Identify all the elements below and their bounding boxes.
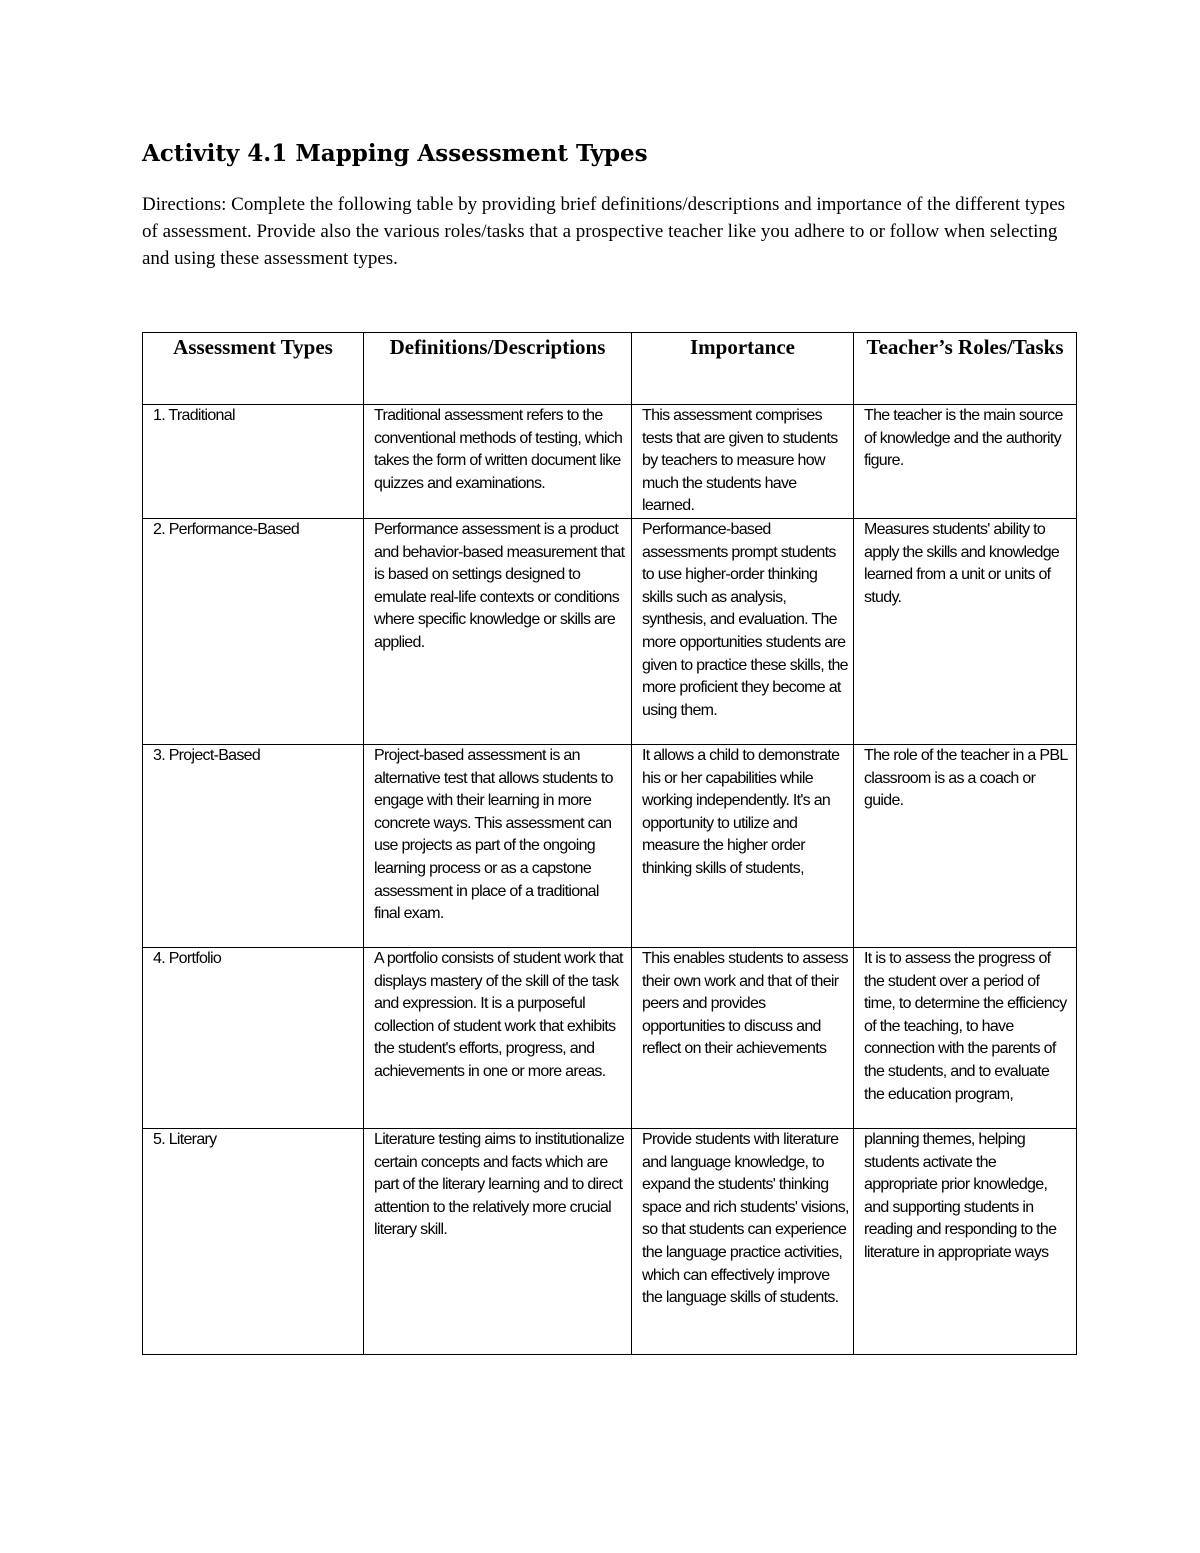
table-row	[143, 518, 1077, 744]
cell-teacher-roles: Measures students' ability to apply the skills and knowledge learned from a unit or units of study.	[854, 518, 1077, 744]
cell-definition: Literature testing aims to institutionalize certain concepts and facts which are part of the literary learning and to direct attention to the relatively more crucial literary skill.	[364, 1128, 632, 1354]
header-assessment-types: Assessment Types	[143, 333, 364, 405]
cell-assessment-type: 1. Traditional	[143, 405, 364, 519]
header-importance: Importance	[632, 333, 854, 405]
cell-importance: It allows a child to demonstrate his or her capabilities while working independently. It's an opportunity to utilize and measure the higher order thinking skills of students,	[632, 744, 854, 947]
cell-teacher-roles: It is to assess the progress of the student over a period of time, to determine the efficiency of the teaching, to have connection with the parents of the students, and to evaluate the education program,	[854, 947, 1077, 1128]
header-definitions: Definitions/Descriptions	[364, 333, 632, 405]
cell-importance: This enables students to assess their own work and that of their peers and provides opportunities to discuss and reflect on their achievements	[632, 947, 854, 1128]
table-header-row	[143, 333, 1077, 405]
table-row	[143, 744, 1077, 947]
assessment-table	[142, 332, 1077, 1355]
cell-teacher-roles: The role of the teacher in a PBL classroom is as a coach or guide.	[854, 744, 1077, 947]
cell-definition: Project-based assessment is an alternative test that allows students to engage with their learning in more concrete ways. This assessment can use projects as part of the ongoing learning process or as a capstone assessment in place of a traditional final exam.	[364, 744, 632, 947]
table-row	[143, 405, 1077, 519]
cell-importance: Provide students with literature and language knowledge, to expand the students' thinking space and rich students' visions, so that students can experience the language practice activities, which can effectively improve the language skills of students.	[632, 1128, 854, 1354]
cell-importance: This assessment comprises tests that are given to students by teachers to measure how much the students have learned.	[632, 405, 854, 519]
header-teacher-roles: Teacher’s Roles/Tasks	[854, 333, 1077, 405]
directions-text: Directions: Complete the following table by providing brief definitions/descriptions and importance of the different types of assessment. Provide also the various roles/tasks that a prospective teacher like you adhere to or follow when selecting and using these assessment types.	[142, 194, 1066, 269]
cell-assessment-type: 4. Portfolio	[143, 947, 364, 1128]
cell-definition: Traditional assessment refers to the conventional methods of testing, which takes the form of written document like quizzes and examinations.	[364, 405, 632, 519]
cell-teacher-roles: The teacher is the main source of knowledge and the authority figure.	[854, 405, 1077, 519]
cell-assessment-type: 2. Performance-Based	[143, 518, 364, 744]
cell-definition: A portfolio consists of student work that displays mastery of the skill of the task and expression. It is a purposeful collection of student work that exhibits the student's efforts, progress, and achievements in one or more areas.	[364, 947, 632, 1128]
cell-assessment-type: 3. Project-Based	[143, 744, 364, 947]
cell-assessment-type: 5. Literary	[143, 1128, 364, 1354]
cell-teacher-roles: planning themes, helping students activate the appropriate prior knowledge, and supporting students in reading and responding to the literature in appropriate ways	[854, 1128, 1077, 1354]
cell-importance: Performance-based assessments prompt students to use higher-order thinking skills such as analysis, synthesis, and evaluation. The more opportunities students are given to practice these skills, the more proficient they become at using them.	[632, 518, 854, 744]
table-row	[143, 1128, 1077, 1354]
page-title: Activity 4.1 Mapping Assessment Types	[142, 140, 648, 167]
table-row	[143, 947, 1077, 1128]
cell-definition: Performance assessment is a product and behavior-based measurement that is based on settings designed to emulate real-life contexts or conditions where specific knowledge or skills are applied.	[364, 518, 632, 744]
